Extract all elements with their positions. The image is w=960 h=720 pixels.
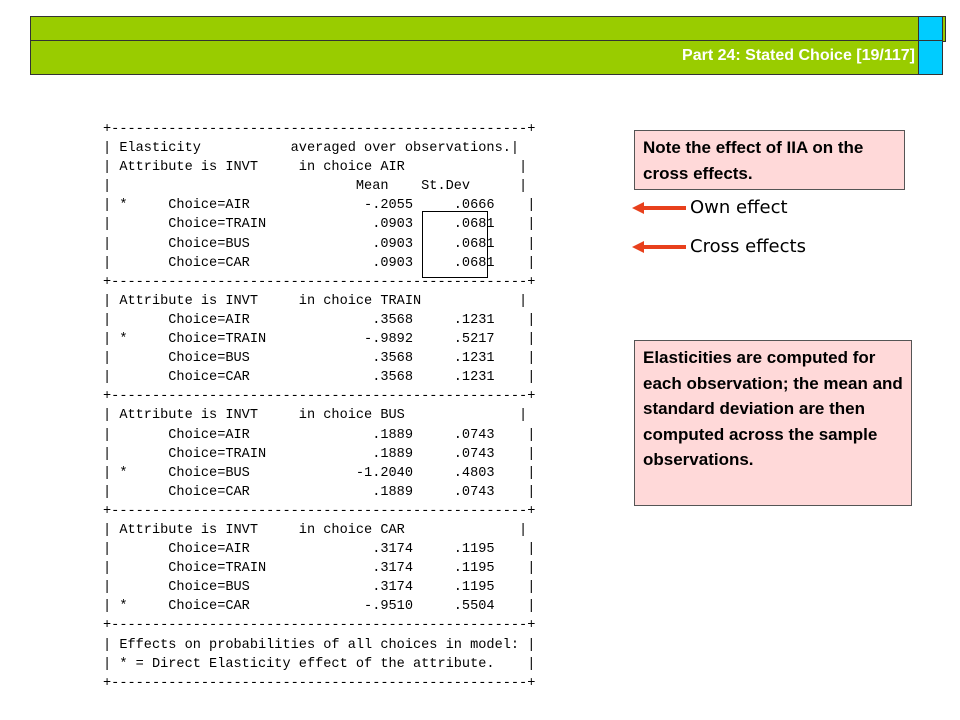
header-accent-top [918, 16, 943, 42]
output-line: | Mean St.Dev | [103, 179, 528, 195]
output-line: | * = Direct Elasticity effect of the attribute. | [103, 656, 536, 672]
output-line: | Choice=TRAIN .1889 .0743 | [103, 446, 536, 462]
output-line: | * Choice=BUS -1.2040 .4803 | [103, 465, 536, 481]
output-line: | Choice=TRAIN .3174 .1195 | [103, 561, 536, 577]
output-line: | Attribute is INVT in choice CAR | [103, 522, 528, 538]
output-line: +---------------------------------------------------+ [103, 389, 536, 405]
output-line: | Elasticity averaged over observations.| [103, 141, 520, 157]
output-line: | * Choice=AIR -.2055 .0666 | [103, 198, 536, 214]
header-accent-bottom [918, 40, 943, 75]
header-bar-top [30, 16, 946, 42]
output-line: | Attribute is INVT in choice BUS | [103, 408, 528, 424]
output-line: | Choice=CAR .0903 .0681 | [103, 255, 536, 271]
iia-note: Note the effect of IIA on the cross effects. [634, 130, 905, 190]
slide-title: Part 24: Stated Choice [19/117] [682, 47, 915, 64]
cross-effects-arrow-icon [632, 241, 686, 253]
output-line: | Choice=CAR .1889 .0743 | [103, 484, 536, 500]
output-line: | Effects on probabilities of all choices in model: | [103, 637, 536, 653]
output-line: | Attribute is INVT in choice AIR | [103, 160, 528, 176]
output-line: | * Choice=TRAIN -.9892 .5217 | [103, 332, 536, 348]
output-line: | * Choice=CAR -.9510 .5504 | [103, 599, 536, 615]
output-line: | Choice=AIR .1889 .0743 | [103, 427, 536, 443]
output-line: | Choice=TRAIN .0903 .0681 | [103, 217, 536, 233]
output-line: | Attribute is INVT in choice TRAIN | [103, 293, 528, 309]
output-line: +---------------------------------------------------+ [103, 618, 536, 634]
output-line: +---------------------------------------------------+ [103, 503, 536, 519]
output-line: | Choice=BUS .3568 .1231 | [103, 351, 536, 367]
elasticity-output [103, 120, 535, 693]
cross-effects-label: Cross effects [690, 236, 806, 257]
output-line: | Choice=BUS .3174 .1195 | [103, 580, 536, 596]
output-line: +---------------------------------------------------+ [103, 122, 536, 137]
output-line: | Choice=CAR .3568 .1231 | [103, 370, 536, 386]
output-line: +---------------------------------------------------+ [103, 274, 536, 290]
own-effect-arrow-icon [632, 202, 686, 214]
output-line: +---------------------------------------------------+ [103, 675, 536, 691]
output-line: | Choice=AIR .3568 .1231 | [103, 312, 536, 328]
own-effect-label: Own effect [690, 197, 788, 218]
output-line: | Choice=BUS .0903 .0681 | [103, 236, 536, 252]
output-line: | Choice=AIR .3174 .1195 | [103, 542, 536, 558]
elasticity-note: Elasticities are computed for each observation; the mean and standard deviation are then computed across the sample observations. [634, 340, 912, 506]
